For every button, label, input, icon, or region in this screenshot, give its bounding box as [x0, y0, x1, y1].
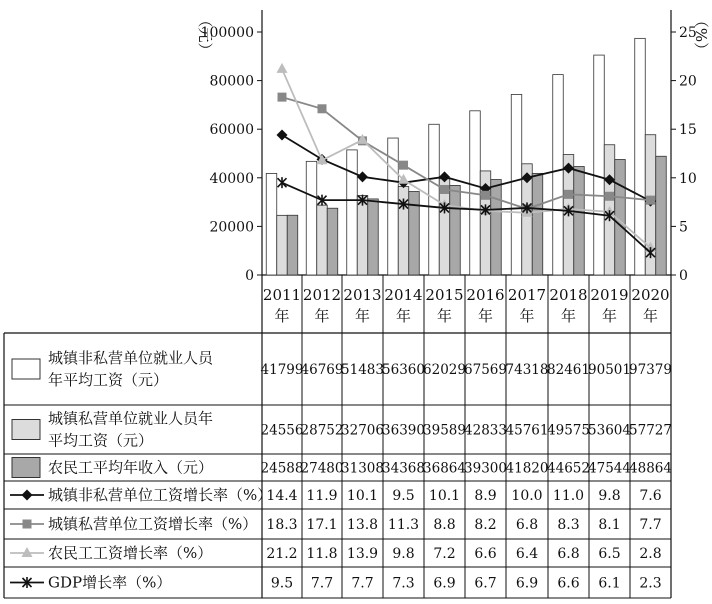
line-3-point: [277, 63, 288, 73]
bar-1: [306, 161, 317, 275]
legend-label: [48, 515, 257, 533]
table-cell: 39589: [423, 422, 466, 439]
category-label: [384, 286, 422, 325]
table-cell: 6.9: [433, 575, 456, 592]
line-2-point: [399, 161, 408, 170]
category-label-line: 2016: [466, 286, 505, 304]
line-2-point: [440, 185, 449, 194]
right-tick-label: 20: [679, 73, 697, 90]
table-cell: 6.4: [515, 546, 539, 562]
table-cell: 47544: [588, 460, 631, 477]
table-cell: 49575: [547, 422, 590, 439]
table-cell: 42833: [464, 422, 507, 439]
bar-3: [368, 199, 379, 275]
left-tick-label: 40000: [209, 170, 254, 187]
table-cell: 9.5: [270, 575, 294, 592]
legend-swatch-bar-2: [12, 420, 40, 440]
table-cell: 10.0: [511, 488, 543, 504]
legend-label: [48, 410, 213, 450]
left-tick-label: 80000: [209, 73, 254, 90]
bar-1: [347, 150, 358, 275]
table-cell: 8.8: [433, 517, 456, 533]
category-label-line: 2012: [302, 286, 342, 304]
category-label-line: 年: [274, 307, 290, 325]
legend-label-line: 农民工平均年收入（元）: [48, 458, 214, 477]
left-tick-label: 60000: [209, 122, 254, 139]
table-cell: 6.8: [515, 517, 539, 533]
table-cell: 46769: [300, 362, 344, 378]
category-label: [343, 286, 381, 325]
legend-label: [48, 574, 171, 592]
table-cell: 11.9: [306, 488, 338, 504]
line-4-point: [278, 177, 287, 188]
legend-swatch-bar-3: [12, 458, 40, 478]
category-label: [631, 286, 669, 325]
table-cell: 6.9: [515, 575, 539, 592]
table-cell: 31308: [341, 460, 384, 477]
table-cell: 56360: [382, 362, 425, 378]
legend-label: [48, 486, 272, 504]
line-2-point: [605, 192, 614, 201]
table-cell: 8.9: [474, 488, 497, 504]
table-cell: 32706: [341, 422, 384, 439]
left-tick-label: 100000: [200, 25, 254, 41]
legend-label-line: 平均工资（元）: [48, 431, 154, 450]
table-cell: 36390: [382, 422, 425, 439]
table-cell: 10.1: [428, 488, 461, 504]
legend-label-line: 年平均工资（元）: [48, 371, 169, 389]
table-cell: 27480: [300, 460, 344, 477]
category-label-line: 2015: [425, 286, 464, 304]
table-cell: 2.8: [639, 546, 662, 562]
category-label-line: 年: [314, 307, 330, 325]
category-label-line: 年: [395, 307, 412, 325]
line-2-point: [646, 196, 655, 205]
table-cell: 17.1: [306, 517, 338, 533]
table-cell: 97379: [629, 362, 672, 378]
table-cell: 45761: [505, 422, 549, 439]
bar-1: [553, 75, 564, 275]
category-label-line: 年: [642, 307, 659, 325]
category-label-line: 2013: [343, 286, 382, 304]
table-cell: 2.3: [639, 575, 662, 592]
table-cell: 10.1: [346, 488, 379, 504]
legend-label-line: 农民工工资增长率（%）: [48, 544, 213, 562]
bar-2: [277, 215, 288, 275]
line-2-point: [481, 191, 490, 200]
table-cell: 41799: [260, 362, 304, 378]
table-cell: 11.3: [387, 517, 420, 533]
right-tick-label: 5: [679, 219, 688, 236]
table-cell: 11.8: [306, 546, 338, 562]
category-label-line: 2014: [384, 286, 423, 304]
category-label: [263, 286, 301, 325]
table-cell: 18.3: [266, 517, 298, 533]
table-cell: 90501: [588, 362, 631, 378]
table-cell: 74318: [505, 362, 549, 378]
line-2-point: [278, 93, 287, 102]
category-label: [466, 286, 504, 325]
table-cell: 48864: [629, 460, 672, 477]
table-cell: 8.2: [474, 517, 497, 533]
table-cell: 24588: [260, 460, 304, 477]
table-cell: 82461: [547, 362, 590, 378]
table-cell: 67569: [464, 362, 507, 378]
bar-1: [594, 55, 605, 275]
category-label-line: 2018: [549, 286, 588, 304]
table-cell: 13.9: [346, 546, 379, 562]
legend-label-line: 城镇私营单位工资增长率（%）: [48, 515, 258, 533]
legend-label: [48, 349, 214, 389]
left-axis-unit: （元）: [196, 12, 214, 58]
bar-3: [327, 208, 338, 275]
table-cell: 6.6: [557, 575, 580, 592]
line-1-point: [277, 130, 288, 141]
table-cell: 6.7: [474, 575, 497, 592]
table-cell: 7.7: [310, 575, 334, 592]
table-cell: 51483: [341, 362, 384, 378]
table-cell: 6.5: [598, 546, 621, 562]
category-label-line: 年: [560, 307, 577, 325]
right-tick-label: 0: [679, 268, 688, 284]
bar-3: [574, 166, 585, 275]
table-cell: 9.8: [598, 488, 621, 504]
category-label-line: 2019: [590, 286, 629, 304]
legend-label-line: 城镇私营单位就业人员年: [48, 409, 214, 428]
bar-2: [357, 196, 368, 275]
category-label-line: 2011: [262, 286, 302, 304]
table-cell: 28752: [300, 422, 344, 439]
right-axis-unit: （%）: [692, 12, 710, 58]
bar-3: [450, 185, 461, 275]
table-cell: 7.6: [639, 488, 662, 504]
bar-3: [656, 156, 667, 275]
table-cell: 44652: [547, 460, 590, 477]
right-tick-label: 10: [679, 170, 697, 187]
table-cell: 7.7: [639, 517, 662, 533]
category-label-line: 年: [354, 307, 371, 325]
bar-1: [429, 124, 440, 275]
table-cell: 8.3: [557, 517, 580, 533]
bar-2: [317, 205, 328, 275]
category-label-line: 2020: [631, 286, 670, 304]
bar-3: [287, 215, 298, 275]
table-cell: 13.8: [346, 517, 379, 533]
table-cell: 21.2: [266, 546, 298, 562]
table-cell: 7.7: [351, 575, 374, 592]
legend-marker-2: [23, 520, 32, 529]
category-label: [590, 286, 628, 325]
line-1-point: [357, 171, 368, 182]
table-cell: 14.4: [266, 488, 298, 504]
category-label: [425, 286, 463, 325]
bar-1: [266, 173, 277, 275]
category-label-line: 年: [519, 307, 535, 325]
table-cell: 6.1: [598, 575, 621, 592]
bar-1: [511, 94, 522, 275]
table-cell: 6.8: [557, 546, 580, 562]
table-cell: 34368: [382, 460, 425, 477]
bar-3: [532, 173, 543, 275]
category-label-line: 年: [601, 307, 618, 325]
table-cell: 7.2: [433, 546, 456, 562]
table-cell: 53604: [588, 422, 631, 439]
table-cell: 62029: [423, 362, 466, 378]
legend-marker-3: [22, 547, 33, 557]
legend-label: [48, 459, 213, 477]
legend-label-line: 城镇非私营单位工资增长率（%）: [48, 486, 273, 504]
legend-label: [48, 544, 212, 562]
table-cell: 6.6: [474, 546, 497, 562]
legend-swatch-bar-1: [12, 359, 40, 379]
category-label-line: 年: [477, 307, 494, 325]
table-cell: 36864: [423, 460, 466, 477]
table-cell: 39300: [464, 460, 507, 477]
right-tick-label: 15: [679, 122, 697, 139]
legend-label-line: 城镇非私营单位就业人员: [48, 349, 214, 367]
left-tick-label: 0: [245, 268, 254, 284]
table-cell: 9.8: [392, 546, 415, 562]
table-cell: 24556: [260, 422, 304, 439]
category-label: [549, 286, 587, 325]
category-label-line: 2017: [507, 286, 547, 304]
category-label: [303, 286, 341, 325]
table-cell: 41820: [505, 460, 549, 477]
category-label: [508, 286, 546, 325]
bar-3: [491, 180, 502, 275]
category-label-line: 年: [436, 307, 453, 325]
table-cell: 57727: [629, 422, 672, 439]
table-cell: 7.3: [392, 575, 415, 592]
line-2-point: [318, 104, 327, 113]
line-2-point: [564, 190, 573, 199]
legend-marker-1: [22, 490, 33, 501]
table-cell: 9.5: [392, 488, 415, 504]
table-cell: 8.1: [598, 517, 621, 533]
legend-label-line: GDP增长率（%）: [48, 573, 172, 592]
left-tick-label: 20000: [209, 219, 254, 236]
right-tick-label: 25: [679, 25, 697, 41]
table-cell: 11.0: [552, 488, 585, 504]
